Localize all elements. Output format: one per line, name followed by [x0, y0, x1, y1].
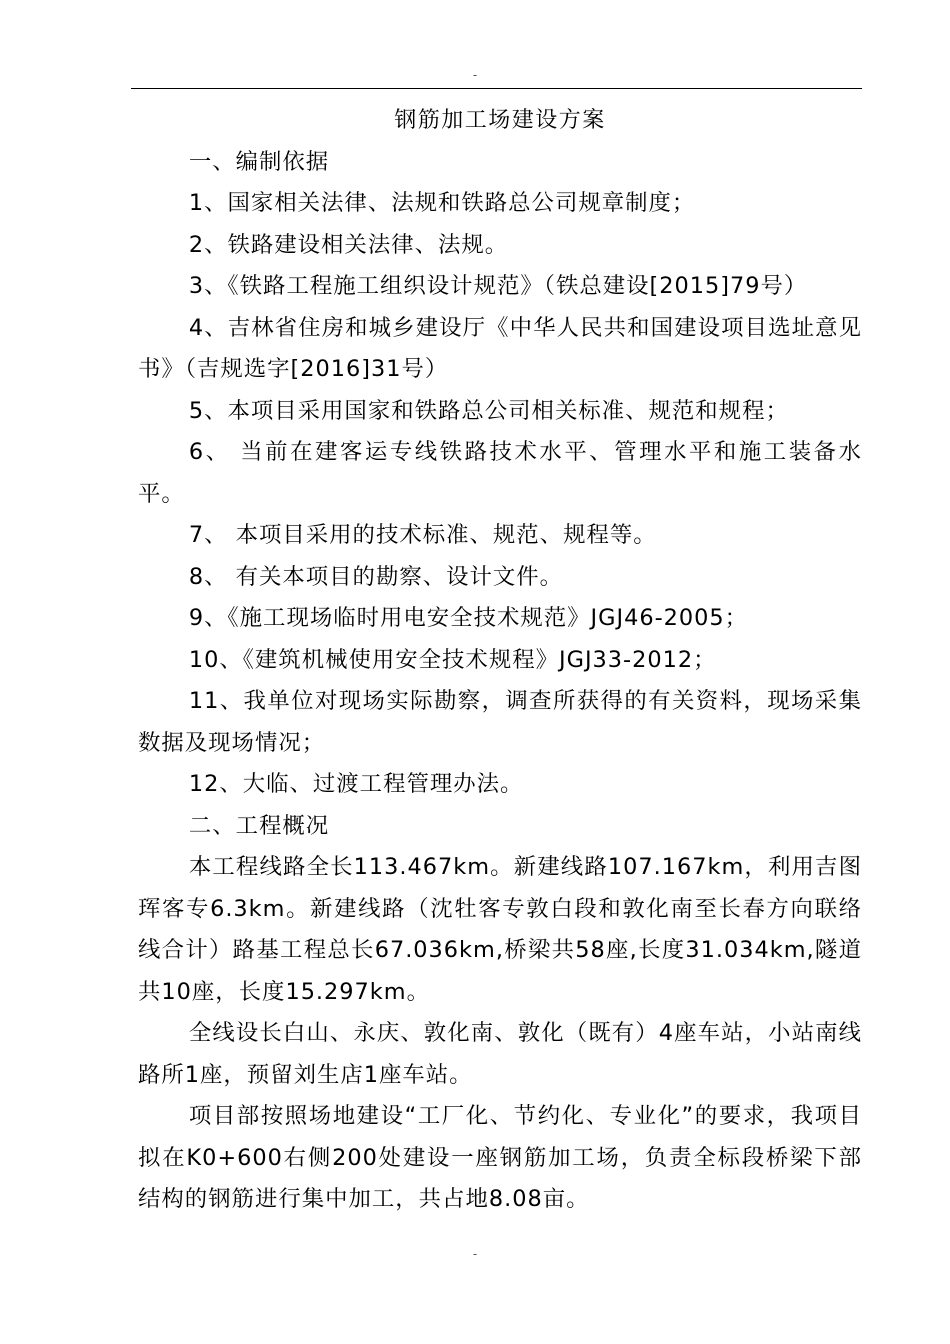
- basis-item-2: 2、铁路建设相关法律、法规。: [188, 231, 509, 258]
- basis-item-5: 5、本项目采用国家和铁路总公司相关标准、规范和规程；: [188, 397, 789, 424]
- document-body: [138, 100, 862, 1221]
- basis-item-12: 12、大临、过渡工程管理办法。: [188, 771, 524, 797]
- basis-item-4: 4、吉林省住房和城乡建设厅《中华人民共和国建设项目选址意见书》（吉规选字[2016]31号）: [138, 314, 862, 382]
- basis-item-1: 1、国家相关法律、法规和铁路总公司规章制度；: [188, 190, 696, 216]
- overview-paragraph-2: 全线设长白山、永庆、敦化南、敦化（既有）4座车站，小站南线路所1座，预留刘生店1座车站。: [138, 1020, 862, 1088]
- basis-item-3: 3、《铁路工程施工组织设计规范》（铁总建设[2015]79号）: [188, 273, 808, 299]
- overview-paragraph-1: 本工程线路全长113.467km。新建线路107.167km，利用吉图珲客专6.3km。新建线路（沈牡客专敦白段和敦化南至长春方向联络线合计）路基工程总长67.036km,桥梁共58座,长度31.034km,隧道共10座，长度15.297km。: [138, 854, 862, 1005]
- section-heading-basis: 一、编制依据: [188, 148, 330, 175]
- basis-item-6: 6、 当前在建客运专线铁路技术水平、管理水平和施工装备水平。: [138, 439, 862, 507]
- basis-item-7: 7、 本项目采用的技术标准、规范、规程等。: [188, 522, 657, 548]
- footer-mark: -: [472, 1247, 478, 1261]
- basis-item-8: 8、 有关本项目的勘察、设计文件。: [188, 563, 564, 590]
- header-rule: [131, 88, 862, 89]
- basis-item-9: 9、《施工现场临时用电安全技术规范》JGJ46-2005；: [188, 605, 749, 631]
- basis-item-11: 11、我单位对现场实际勘察，调查所获得的有关资料，现场采集数据及现场情况；: [138, 688, 862, 756]
- section-heading-overview: 二、工程概况: [188, 812, 330, 839]
- header-mark: -: [472, 68, 478, 82]
- document-title: 钢筋加工场建设方案: [394, 108, 606, 133]
- basis-item-10: 10、《建筑机械使用安全技术规程》JGJ33-2012；: [188, 646, 717, 673]
- overview-paragraph-3: 项目部按照场地建设“工厂化、节约化、专业化”的要求，我项目拟在K0+600右侧200处建设一座钢筋加工场，负责全标段桥梁下部结构的钢筋进行集中加工，共占地8.08亩。: [138, 1103, 862, 1212]
